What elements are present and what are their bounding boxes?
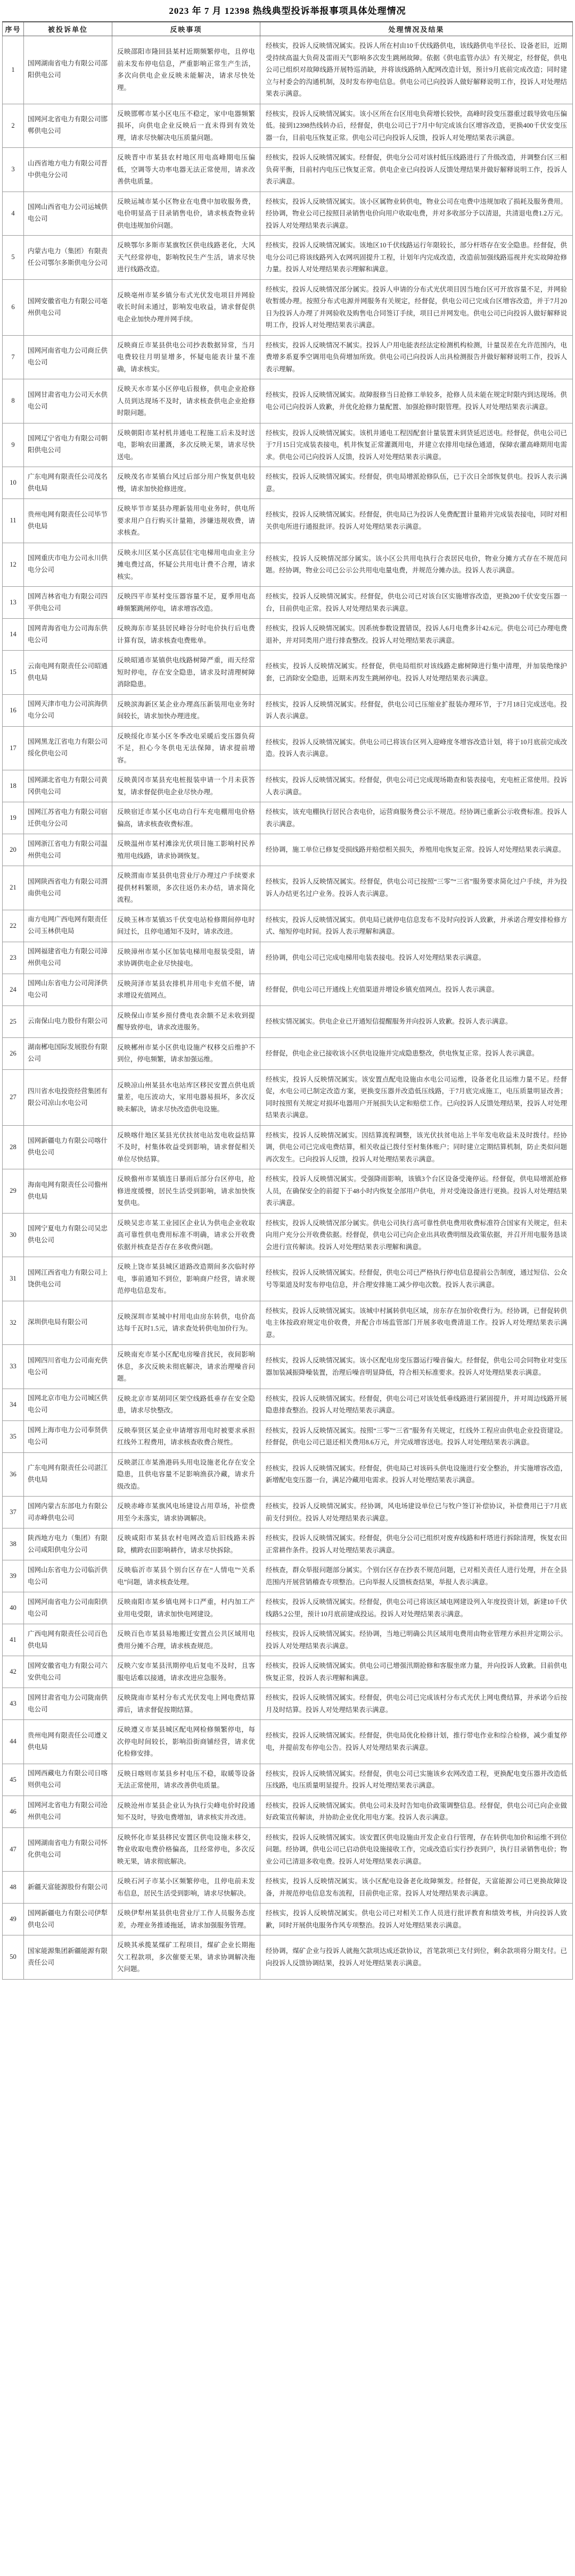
row-index: 20 bbox=[3, 834, 24, 866]
handling-result: 经核实，投诉人反映情况部分属实。供电公司执行高可靠性供电费用收费标准符合国家有关规定，但未向用户充分公开收费依据。经督促，供电公司已向企业出具收费明细及政策依据，并召开用电服务恳谈会进行宣传解读。投诉人对处理结果表示理解和满意。 bbox=[260, 1213, 573, 1257]
complaint-issue: 反映南阳市某乡镇电网卡口严重，村内加工产业用电受限，请求加快电网建设。 bbox=[112, 1592, 260, 1624]
table-row bbox=[3, 910, 573, 942]
complaint-issue: 反映郴州市某小区供电设施产权移交后维护不到位，停电频繁，请求加强运维。 bbox=[112, 1037, 260, 1069]
row-index: 27 bbox=[3, 1069, 24, 1125]
row-index: 22 bbox=[3, 910, 24, 942]
row-index: 34 bbox=[3, 1389, 24, 1420]
complained-unit: 山西省地方电力有限公司晋中供电分公司 bbox=[24, 148, 112, 192]
row-index: 38 bbox=[3, 1528, 24, 1560]
row-index: 23 bbox=[3, 942, 24, 974]
handling-result: 经核实情况属实。供电企业已开通短信提醒服务并向投诉人致歉。投诉人表示满意。 bbox=[260, 1006, 573, 1037]
table-row bbox=[3, 726, 573, 770]
row-index: 37 bbox=[3, 1497, 24, 1528]
row-index: 28 bbox=[3, 1125, 24, 1169]
complaint-issue: 反映菏泽市某县农排机井用电卡充值不便，请求增设充值网点。 bbox=[112, 974, 260, 1006]
complained-unit: 南方电网广西电网有限责任公司玉林供电局 bbox=[24, 910, 112, 942]
complained-unit: 国网安徽省电力有限公司亳州供电公司 bbox=[24, 279, 112, 335]
complained-unit: 国网宁夏电力有限公司吴忠供电公司 bbox=[24, 1213, 112, 1257]
table-row bbox=[3, 802, 573, 834]
complained-unit: 云南保山电力股份有限公司 bbox=[24, 1006, 112, 1037]
complaint-issue: 反映沧州市某县企业认为执行尖峰电价时段通知不及时，导致电费增加，请求核实并改进。 bbox=[112, 1796, 260, 1827]
row-index: 44 bbox=[3, 1720, 24, 1764]
table-row bbox=[3, 1257, 573, 1301]
handling-result: 经核实，投诉人反映情况属实。供电公司已将该台区列入迎峰度冬增容改造计划，将于10月底前完成改造。投诉人表示满意。 bbox=[260, 726, 573, 770]
complaint-issue: 反映邯郸市某小区电压不稳定，家中电器频繁损坏，向供电企业反映后一直未得到有效处理，请求尽快解决电压质量问题。 bbox=[112, 104, 260, 148]
row-index: 3 bbox=[3, 148, 24, 192]
complained-unit: 国网江苏省电力有限公司宿迁供电分公司 bbox=[24, 802, 112, 834]
handling-result: 经核实，投诉人反映情况属实。供电局已就停电信息发布不及时向投诉人致歉，并承诺合理安排检修方式、缩短停电时间。投诉人表示理解和满意。 bbox=[260, 910, 573, 942]
complained-unit: 新疆天富能源股份有限公司 bbox=[24, 1872, 112, 1904]
table-row bbox=[3, 335, 573, 379]
complaint-issue: 反映凉山州某县水电站库区移民安置点供电质量差，电压波动大，家用电器易损坏，多次反映未解决，请求尽快改造供电设施。 bbox=[112, 1069, 260, 1125]
table-row bbox=[3, 694, 573, 726]
row-index: 42 bbox=[3, 1656, 24, 1688]
row-index: 6 bbox=[3, 279, 24, 335]
complaint-issue: 反映海东市某县居民峰谷分时电价执行后电费计算有误，请求核查电费账单。 bbox=[112, 619, 260, 651]
complained-unit: 国网甘肃省电力公司天水供电公司 bbox=[24, 379, 112, 423]
row-index: 1 bbox=[3, 36, 24, 104]
table-row bbox=[3, 1213, 573, 1257]
table-row bbox=[3, 834, 573, 866]
row-index: 10 bbox=[3, 467, 24, 499]
handling-result: 经核实，投诉人反映情况属实。经督促，供电公司已完成该村分布式光伏上网电费结算，并承诺今后按月及时结算。投诉人对处理结果表示满意。 bbox=[260, 1688, 573, 1720]
complaint-issue: 反映滨海新区某企业办理高压新装用电业务时间较长，请求加快办理进度。 bbox=[112, 694, 260, 726]
handling-result: 经核实，投诉人反映情况属实。供电公司已增强汛期抢修和客服坐席力量，并向投诉人致歉。目前供电恢复正常，投诉人表示理解和满意。 bbox=[260, 1656, 573, 1688]
complained-unit: 国网湖北省电力有限公司黄冈供电公司 bbox=[24, 770, 112, 802]
complaint-issue: 反映临沂市某县个别台区存在“人情电”“关系电”问题，请求核查处理。 bbox=[112, 1560, 260, 1592]
row-index: 39 bbox=[3, 1560, 24, 1592]
handling-result: 经协调，施工单位已修复受损线路并赔偿相关损失，养殖用电恢复正常。投诉人对处理结果表示满意。 bbox=[260, 834, 573, 866]
table-row bbox=[3, 1935, 573, 1980]
handling-result: 经核实，投诉人反映情况属实。该小区所在台区用电负荷增长较快，高峰时段变压器重过载导致电压偏低。接到12398热线转办后，经督促，供电公司已于7月中旬完成该台区增容改造，更换400千伏安变压器一台，目前电压恢复正常。供电公司已向投诉人反馈，投诉人对处理结果表示满意。 bbox=[260, 104, 573, 148]
table-row bbox=[3, 651, 573, 695]
row-index: 33 bbox=[3, 1345, 24, 1389]
handling-result: 经核实，投诉人反映情况属实。按照“三零”“三省”服务有关规定，红线外工程应由供电企业投资建设。经督促，供电公司已退还相关费用8.6万元，并完成增容送电。投诉人对处理结果表示满意。 bbox=[260, 1420, 573, 1452]
handling-result: 经核实，投诉人反映情况属实。经督促，供电公司已严格执行停电信息提前公告制度，通过短信、公众号等渠道及时发布停电信息，并合理安排施工减少停电次数。投诉人表示满意。 bbox=[260, 1257, 573, 1301]
handling-result: 经核实，投诉人反映情况属实。受强降雨影响，该镇3个台区设备受淹停运。经督促，供电局增派抢修人员，在确保安全的前提下于48小时内恢复全部用户供电，并对受淹设备进行更换。投诉人对处理结果表示满意。 bbox=[260, 1169, 573, 1214]
table-row bbox=[3, 1125, 573, 1169]
complaint-issue: 反映日喀则市某县乡村电压不稳，取暖等设备无法正常使用，请求改善供电质量。 bbox=[112, 1764, 260, 1796]
table-row bbox=[3, 1720, 573, 1764]
complained-unit: 国网青海省电力公司海东供电公司 bbox=[24, 619, 112, 651]
complained-unit: 国网甘肃省电力公司陇南供电公司 bbox=[24, 1688, 112, 1720]
handling-result: 经核实，投诉人反映情况属实。供电公司未及时告知电价政策调整信息。经督促，供电公司已向企业做好政策宣传解读，并协助企业优化用电方案。投诉人表示满意。 bbox=[260, 1796, 573, 1827]
handling-result: 经核实，投诉人反映情况属实。经督促，供电公司已完成现场勘查和装表接电，充电桩正常使用。投诉人表示满意。 bbox=[260, 770, 573, 802]
complaint-issue: 反映商丘市某县供电公司抄表数据异常，当月电费较往月明显增多，怀疑电能表计量不准确，请求核实。 bbox=[112, 335, 260, 379]
complained-unit: 国网天津市电力公司滨海供电分公司 bbox=[24, 694, 112, 726]
complained-unit: 深圳供电局有限公司 bbox=[24, 1301, 112, 1345]
row-index: 50 bbox=[3, 1935, 24, 1980]
row-index: 16 bbox=[3, 694, 24, 726]
table-row bbox=[3, 1688, 573, 1720]
complained-unit: 海南电网有限责任公司儋州供电局 bbox=[24, 1169, 112, 1214]
row-index: 8 bbox=[3, 379, 24, 423]
complained-unit: 国网黑龙江省电力有限公司绥化供电公司 bbox=[24, 726, 112, 770]
table-row bbox=[3, 1301, 573, 1345]
table-row bbox=[3, 1764, 573, 1796]
complaint-issue: 反映温州市某村滩涂光伏项目施工影响村民养殖用电线路，请求协调恢复。 bbox=[112, 834, 260, 866]
complaints-table bbox=[2, 21, 573, 1980]
complaint-issue: 反映亳州市某乡镇分布式光伏发电项目并网验收长时间未通过，影响发电收益，请求督促供电企业加快办理并网手续。 bbox=[112, 279, 260, 335]
handling-result: 经核实，投诉人反映情况属实。经督促，供电局已为投诉人免费配置计量箱并完成装表接电，同时对相关供电所进行通报批评。投诉人对处理结果表示满意。 bbox=[260, 499, 573, 543]
complained-unit: 广东电网有限责任公司湛江供电局 bbox=[24, 1452, 112, 1497]
table-body bbox=[3, 36, 573, 1980]
handling-result: 经核实，投诉人反映情况属实。经督促，供电局优化检修计划，推行带电作业和综合检修，减少重复停电，并提前发布停电公告。投诉人对处理结果表示满意。 bbox=[260, 1720, 573, 1764]
complaint-issue: 反映陇南市某村分布式光伏发电上网电费结算滞后，请求督促按期结算。 bbox=[112, 1688, 260, 1720]
complaint-issue: 反映石河子市某小区频繁停电，且停电前未发布信息，居民生活受到影响，请求尽快解决。 bbox=[112, 1872, 260, 1904]
row-index: 13 bbox=[3, 587, 24, 619]
complained-unit: 国网河南省电力公司南阳供电公司 bbox=[24, 1592, 112, 1624]
col-header-result: 处理情况及结果 bbox=[260, 22, 573, 36]
table-row bbox=[3, 866, 573, 910]
complaint-issue: 反映邵阳市隆回县某村近期频繁停电，且停电前未发布停电信息，严重影响正常生产生活，多次向供电企业反映未能解决，请求尽快处理。 bbox=[112, 36, 260, 104]
handling-result: 经核实，投诉人反映情况属实。因结算流程调整，该光伏扶贫电站上半年发电收益未及时拨付。经协调，供电公司已完成电费结算，相关收益已拨付至村集体账户；同时建立定期结算机制，防止类似问题再次发生。已向投诉人反馈，投诉人对处理结果表示满意。 bbox=[260, 1125, 573, 1169]
complaint-issue: 反映伊犁州某县供电营业厅工作人员服务态度差，办理业务推诿拖延，请求加强服务管理。 bbox=[112, 1904, 260, 1935]
complained-unit: 云南电网有限责任公司昭通供电局 bbox=[24, 651, 112, 695]
table-row bbox=[3, 423, 573, 467]
handling-result: 经核实，投诉人反映情况属实。经督促，供电公司已将该区域电网建设列入年度投资计划，新建10千伏线路5.2公里，预计10月底前建成投运。投诉人对处理结果表示满意。 bbox=[260, 1592, 573, 1624]
table-row bbox=[3, 1420, 573, 1452]
complaint-issue: 反映绥化市某小区冬季改电采暖后变压器负荷不足，担心今冬供电无法保障，请求提前增容。 bbox=[112, 726, 260, 770]
table-row bbox=[3, 1528, 573, 1560]
handling-result: 经核实，投诉人反映情况属实。该城中村属转供电区域，房东存在加价收费行为。经协调，已督促转供电主体按政府规定电价收费，并配合市场监管部门开展多收电费清退工作。投诉人对处理结果表示满意。 bbox=[260, 1301, 573, 1345]
row-index: 5 bbox=[3, 236, 24, 280]
handling-result: 经核实，投诉人反映情况属实。经督促，供电分公司对该村低压线路进行了升级改造，并调整台区三相负荷平衡，目前村内电压已恢复正常。供电企业已向投诉人反馈处理结果并做好解释说明工作，投诉人表示满意。 bbox=[260, 148, 573, 192]
complaint-issue: 反映玉林市某镇35千伏变电站检修期间停电时间过长，且停电通知不及时，请求改进。 bbox=[112, 910, 260, 942]
row-index: 48 bbox=[3, 1872, 24, 1904]
complained-unit: 国网河南省电力公司商丘供电公司 bbox=[24, 335, 112, 379]
table-row bbox=[3, 942, 573, 974]
complained-unit: 国网陕西省电力有限公司渭南供电公司 bbox=[24, 866, 112, 910]
complaint-issue: 反映运城市某小区物业在电费中加收服务费，电价明显高于目录销售电价，请求核查物业转供电违规加价问题。 bbox=[112, 192, 260, 236]
complaint-issue: 反映保山市某乡预付费电表余额不足未收到提醒导致停电，请求改进服务。 bbox=[112, 1006, 260, 1037]
row-index: 46 bbox=[3, 1796, 24, 1827]
complaint-issue: 反映天水市某小区停电后报修，供电企业抢修人员到达现场不及时，请求核查供电企业抢修时限问题。 bbox=[112, 379, 260, 423]
complained-unit: 国网浙江省电力有限公司温州供电公司 bbox=[24, 834, 112, 866]
handling-result: 经核实，投诉人反映情况属实。经督促，供电局已对该码头供电设施进行安全整治，并实施增容改造，新增配电变压器一台，满足冷藏用电需求。投诉人对处理结果表示满意。 bbox=[260, 1452, 573, 1497]
table-row bbox=[3, 379, 573, 423]
row-index: 43 bbox=[3, 1688, 24, 1720]
table-row bbox=[3, 1592, 573, 1624]
complained-unit: 国网福建省电力有限公司漳州供电公司 bbox=[24, 942, 112, 974]
page-title: 2023 年 7 月 12398 热线典型投诉举报事项具体处理情况 bbox=[169, 6, 406, 16]
complaint-issue: 反映茂名市某镇台风过后部分用户恢复供电较慢，请求加快抢修进度。 bbox=[112, 467, 260, 499]
complained-unit: 国家能源集团新疆能源有限责任公司 bbox=[24, 1935, 112, 1980]
complained-unit: 国网四川省电力公司南充供电公司 bbox=[24, 1345, 112, 1389]
handling-result: 经核实，投诉人反映情况属实。该机井通电工程因配套计量装置未到货延迟送电。经督促，供电公司已于7月15日完成装表接电，机井恢复正常灌溉用电，并建立农排用电绿色通道，保障农灌高峰期用电需求。供电公司已向投诉人反馈，投诉人对处理结果表示满意。 bbox=[260, 423, 573, 467]
handling-result: 经核实，投诉人反映情况属实。经督促，供电公司已实施该乡农网改造工程，更换配电变压器并改造低压线路，电压质量明显提升。投诉人对处理结果表示满意。 bbox=[260, 1764, 573, 1796]
table-row bbox=[3, 1452, 573, 1497]
complaint-issue: 反映朝阳市某村机井通电工程施工后未及时送电，影响农田灌溉，多次反映无果，请求尽快送电。 bbox=[112, 423, 260, 467]
complained-unit: 国网辽宁省电力有限公司朝阳供电公司 bbox=[24, 423, 112, 467]
row-index: 15 bbox=[3, 651, 24, 695]
handling-result: 经核实，投诉人反映情况属实。供电公司已对相关工作人员进行批评教育和绩效考核，并向投诉人致歉，同时开展供电服务作风专项整治。投诉人对处理结果表示满意。 bbox=[260, 1904, 573, 1935]
complained-unit: 国网山西省电力公司运城供电公司 bbox=[24, 192, 112, 236]
complained-unit: 国网新疆电力有限公司伊犁供电公司 bbox=[24, 1904, 112, 1935]
col-header-unit: 被投诉单位 bbox=[24, 22, 112, 36]
complaint-issue: 反映喀什地区某县光伏扶贫电站发电收益结算不及时，村集体收益受到影响，请求督促相关单位尽快结算。 bbox=[112, 1125, 260, 1169]
complained-unit: 贵州电网有限责任公司毕节供电局 bbox=[24, 499, 112, 543]
complained-unit: 国网重庆市电力公司永川供电分公司 bbox=[24, 543, 112, 587]
complained-unit: 国网西藏电力有限公司日喀则供电公司 bbox=[24, 1764, 112, 1796]
table-row bbox=[3, 1006, 573, 1037]
handling-result: 经核实，投诉人反映情况不属实。投诉人户用电能表经法定检测机构检测，计量误差在允许范围内，电费增多系夏季空调用电负荷增加所致。供电公司已向投诉人出具检测报告并做好解释说明工作，投诉人表示理解。 bbox=[260, 335, 573, 379]
handling-result: 经核实，投诉人反映情况部分属实。该小区公共用电执行合表居民电价，物业分摊方式存在不规范问题。经协调，物业公司已公示公共用电电量电费，并规范分摊办法。投诉人表示满意。 bbox=[260, 543, 573, 587]
handling-result: 经协调，供电公司已完成电梯用电装表接电。投诉人对处理结果表示满意。 bbox=[260, 942, 573, 974]
table-row bbox=[3, 236, 573, 280]
complained-unit: 湖南郴电国际发展股份有限公司 bbox=[24, 1037, 112, 1069]
complaint-issue: 反映毕节市某县办理新装用电业务时，供电所要求用户自行购买计量箱，涉嫌违规收费，请求核查。 bbox=[112, 499, 260, 543]
complained-unit: 国网山东省电力公司临沂供电公司 bbox=[24, 1560, 112, 1592]
row-index: 11 bbox=[3, 499, 24, 543]
row-index: 41 bbox=[3, 1624, 24, 1656]
table-row bbox=[3, 543, 573, 587]
table-row bbox=[3, 104, 573, 148]
complaint-issue: 反映其承揽某煤矿工程项目，煤矿企业长期拖欠工程款项，多次催要无果，请求协调解决拖欠问题。 bbox=[112, 1935, 260, 1980]
complained-unit: 陕西地方电力（集团）有限公司咸阳供电分公司 bbox=[24, 1528, 112, 1560]
handling-result: 经督促，供电企业已接收该小区供电设施并完成隐患整改，供电恢复正常。投诉人表示满意。 bbox=[260, 1037, 573, 1069]
row-index: 17 bbox=[3, 726, 24, 770]
handling-result: 经督促，供电公司已开通线上充值渠道并增设乡镇充值网点。投诉人表示满意。 bbox=[260, 974, 573, 1006]
handling-result: 经核实，投诉人反映情况属实。经协调，当地已明确公共区域用电费用由物业管理方承担并定期公示。投诉人对处理结果表示满意。 bbox=[260, 1624, 573, 1656]
table-row bbox=[3, 499, 573, 543]
complained-unit: 国网北京市电力公司城区供电公司 bbox=[24, 1389, 112, 1420]
row-index: 19 bbox=[3, 802, 24, 834]
complaint-issue: 反映黄冈市某县充电桩报装申请一个月未获答复，请求督促供电企业尽快办理。 bbox=[112, 770, 260, 802]
handling-result: 经核实，投诉人反映情况属实。该安置点配电设施由水电公司运维，设备老化且运维力量不足。经督促，水电公司已制定改造方案，更换变压器并改造低压线路，于7月底完成施工，电压质量明显改善；同时按照有关规定对损坏电器用户开展损失认定和赔偿工作。已向投诉人反馈处理结果，投诉人对处理结果表示满意。 bbox=[260, 1069, 573, 1125]
row-index: 47 bbox=[3, 1827, 24, 1872]
complained-unit: 贵州电网有限责任公司遵义供电局 bbox=[24, 1720, 112, 1764]
row-index: 35 bbox=[3, 1420, 24, 1452]
row-index: 9 bbox=[3, 423, 24, 467]
complaint-issue: 反映深圳市某城中村用电由房东转供，电价高达每千瓦时1.5元，请求查处转供电加价行为。 bbox=[112, 1301, 260, 1345]
row-index: 29 bbox=[3, 1169, 24, 1214]
col-header-issue: 反映事项 bbox=[112, 22, 260, 36]
table-row bbox=[3, 1069, 573, 1125]
handling-result: 经核实，投诉人反映情况属实。经督促，供电分公司已组织对废弃线路和杆塔进行拆除清理，恢复农田正常耕作条件。投诉人对处理结果表示满意。 bbox=[260, 1528, 573, 1560]
table-row bbox=[3, 1389, 573, 1420]
row-index: 21 bbox=[3, 866, 24, 910]
handling-result: 经核实，投诉人反映情况属实。因系统参数设置错误，投诉人6月电费多计42.6元。供电公司已办理电费退补，并对同类用户进行排查整改。投诉人对处理结果表示满意。 bbox=[260, 619, 573, 651]
row-index: 4 bbox=[3, 192, 24, 236]
table-row bbox=[3, 619, 573, 651]
complaint-issue: 反映怀化市某县移民安置区供电设施未移交，物业收取电费价格偏高，且经常停电，多次反映无果，请求彻底解决。 bbox=[112, 1827, 260, 1872]
row-index: 2 bbox=[3, 104, 24, 148]
complained-unit: 国网吉林省电力有限公司四平供电公司 bbox=[24, 587, 112, 619]
row-index: 18 bbox=[3, 770, 24, 802]
table-row bbox=[3, 1827, 573, 1872]
handling-result: 经核实，投诉人反映情况部分属实。投诉人申请的分布式光伏项目因当地台区可开放容量不足，并网验收暂缓办理。按照分布式电源并网服务有关规定，经督促，供电公司已完成台区增容改造，并于7月20日为投诉人办理了并网验收及购售电合同签订手续，项目已并网发电。供电公司已向投诉人做好解释说明工作，投诉人对处理结果表示满意。 bbox=[260, 279, 573, 335]
handling-result: 经核实，投诉人反映情况属实。经督促，供电公司已压缩业扩报装办理环节，于7月18日完成送电。投诉人表示满意。 bbox=[260, 694, 573, 726]
col-header-index: 序号 bbox=[3, 22, 24, 36]
table-row bbox=[3, 1656, 573, 1688]
complained-unit: 广西电网有限责任公司百色供电局 bbox=[24, 1624, 112, 1656]
complained-unit: 国网内蒙古东部电力有限公司赤峰供电公司 bbox=[24, 1497, 112, 1528]
table-row bbox=[3, 1796, 573, 1827]
complaint-issue: 反映四平市某村变压器容量不足，夏季用电高峰频繁跳闸停电，请求增容改造。 bbox=[112, 587, 260, 619]
row-index: 12 bbox=[3, 543, 24, 587]
complained-unit: 国网新疆电力有限公司喀什供电公司 bbox=[24, 1125, 112, 1169]
table-row bbox=[3, 279, 573, 335]
complaint-issue: 反映吴忠市某工业园区企业认为供电企业收取高可靠性供电费用标准不明确，请求公开收费依据并核查是否存在多收费问题。 bbox=[112, 1213, 260, 1257]
handling-result: 经核实，投诉人反映情况属实。经协调，风电场建设单位已与牧户签订补偿协议，补偿费用已于7月底前支付到位。投诉人对处理结果表示满意。 bbox=[260, 1497, 573, 1528]
row-index: 25 bbox=[3, 1006, 24, 1037]
complaint-issue: 反映百色市某县易地搬迁安置点公共区域用电费用分摊不合理，请求核查规范。 bbox=[112, 1624, 260, 1656]
handling-result: 经核实，投诉人反映情况属实。经督促，供电局组织对该线路走廊树障进行集中清理，并加装绝缘护套，已消除安全隐患，近期未再发生跳闸停电。投诉人对处理结果表示满意。 bbox=[260, 651, 573, 695]
table-row bbox=[3, 192, 573, 236]
complaint-issue: 反映宿迁市某小区电动自行车充电棚用电价格偏高，请求核查收费标准。 bbox=[112, 802, 260, 834]
complained-unit: 四川省水电投资经营集团有限公司凉山水电公司 bbox=[24, 1069, 112, 1125]
handling-result: 经核实，投诉人反映情况属实。该安置区供电设施由开发企业自行管理，存在转供电加价和运维不到位问题。经协调，供电公司已启动供电设施接收工作，完成改造后实行抄表到户，执行目录销售电价；物业公司已清退多收电费。投诉人对处理结果表示满意。 bbox=[260, 1827, 573, 1872]
table-row bbox=[3, 1497, 573, 1528]
handling-result: 经核实，投诉人反映情况属实。故障报修当日抢修工单较多，抢修人员未能在规定时限内到达现场。供电公司已向投诉人致歉，并优化抢修力量配置、加强抢修时限管理。投诉人对处理结果表示满意。 bbox=[260, 379, 573, 423]
table-row bbox=[3, 467, 573, 499]
complained-unit: 国网河北省电力有限公司邯郸供电公司 bbox=[24, 104, 112, 148]
table-row bbox=[3, 1904, 573, 1935]
complained-unit: 内蒙古电力（集团）有限责任公司鄂尔多斯供电分公司 bbox=[24, 236, 112, 280]
complaint-issue: 反映儋州市某镇连日暴雨后部分台区停电，抢修进度缓慢，居民生活受到影响，请求加快恢复供电。 bbox=[112, 1169, 260, 1214]
row-index: 31 bbox=[3, 1257, 24, 1301]
complaint-issue: 反映北京市某胡同区架空线路低垂存在安全隐患，请求尽快整改。 bbox=[112, 1389, 260, 1420]
table-header-row bbox=[3, 22, 573, 36]
row-index: 40 bbox=[3, 1592, 24, 1624]
complaint-issue: 反映奉贤区某企业申请增容用电时被要求承担红线外工程费用，请求核查收费合规性。 bbox=[112, 1420, 260, 1452]
handling-result: 经核实，投诉人反映情况属实。该小区属物业转供电，物业公司在电费中违规加收了损耗及服务费用。经协调，物业公司已按照目录销售电价向用户收取电费，并对多收部分予以清退，共清退电费1.2万元。投诉人对处理结果表示满意。 bbox=[260, 192, 573, 236]
complaint-issue: 反映渭南市某县供电营业厅办理过户手续要求提供材料繁琐，多次往返仍未办结，请求简化流程。 bbox=[112, 866, 260, 910]
complaint-issue: 反映湛江市某渔港码头用电设施老化存在安全隐患，且供电容量不足影响渔获冷藏，请求升级改造。 bbox=[112, 1452, 260, 1497]
table-row bbox=[3, 1345, 573, 1389]
row-index: 26 bbox=[3, 1037, 24, 1069]
complaint-issue: 反映鄂尔多斯市某旗牧区供电线路老化，大风天气经常停电，影响牧民生产生活，请求尽快进行线路改造。 bbox=[112, 236, 260, 280]
table-row bbox=[3, 770, 573, 802]
handling-result: 经核实，投诉人反映情况属实。经督促，供电公司已按照“三零”“三省”服务要求简化过户手续，并为投诉人办结更名过户业务。投诉人表示满意。 bbox=[260, 866, 573, 910]
table-row bbox=[3, 974, 573, 1006]
handling-result: 经核实，投诉人反映情况属实。经督促，供电公司已对该处低垂线路进行紧固提升，并对周边线路开展隐患排查整治。投诉人对处理结果表示满意。 bbox=[260, 1389, 573, 1420]
row-index: 32 bbox=[3, 1301, 24, 1345]
table-row bbox=[3, 1872, 573, 1904]
complained-unit: 国网湖南省电力有限公司邵阳供电公司 bbox=[24, 36, 112, 104]
handling-result: 经核实，投诉人反映情况属实。投诉人所在村由10千伏线路供电，该线路供电半径长、设备老旧，近期受持续高温大负荷及雷雨天气影响多次发生跳闸故障。依据《供电监管办法》有关规定，经督促，供电公司已组织对故障线路开展特巡消缺，并将该线路纳入配网改造计划，预计9月底前完成改造；同时建立与村委会的沟通机制，及时发布停电信息。供电公司已向投诉人做好解释说明工作，投诉人对处理结果表示满意。 bbox=[260, 36, 573, 104]
complaint-issue: 反映遵义市某县城区配电网检修频繁停电，每次停电时间较长，影响沿街商铺经营，请求优化检修安排。 bbox=[112, 1720, 260, 1764]
handling-result: 经核实，投诉人反映情况属实。该小区配电设备老化故障频发。经督促，天富能源公司已更换故障设备，并规范停电信息发布流程，目前供电正常。投诉人对处理结果表示满意。 bbox=[260, 1872, 573, 1904]
row-index: 49 bbox=[3, 1904, 24, 1935]
row-index: 45 bbox=[3, 1764, 24, 1796]
complained-unit: 国网安徽省电力有限公司六安供电公司 bbox=[24, 1656, 112, 1688]
table-row bbox=[3, 1560, 573, 1592]
row-index: 36 bbox=[3, 1452, 24, 1497]
row-index: 14 bbox=[3, 619, 24, 651]
table-row bbox=[3, 1037, 573, 1069]
handling-result: 经核实，投诉人反映情况属实。经督促，供电局增派抢修队伍，已于次日全部恢复供电。投诉人表示满意。 bbox=[260, 467, 573, 499]
complained-unit: 国网江西省电力有限公司上饶供电公司 bbox=[24, 1257, 112, 1301]
row-index: 7 bbox=[3, 335, 24, 379]
row-index: 24 bbox=[3, 974, 24, 1006]
complaint-issue: 反映晋中市某县农村地区用电高峰期电压偏低，空调等大功率电器无法正常使用，请求改善供电质量。 bbox=[112, 148, 260, 192]
complaint-issue: 反映上饶市某县城区道路改造期间多次临时停电，事前通知不到位，影响商户经营，请求规范停电信息发布。 bbox=[112, 1257, 260, 1301]
table-row bbox=[3, 587, 573, 619]
complaint-issue: 反映南充市某小区配电房噪音扰民，夜间影响休息，多次反映未彻底解决，请求治理噪音问题。 bbox=[112, 1345, 260, 1389]
table-row bbox=[3, 148, 573, 192]
complaint-issue: 反映赤峰市某旗风电场建设占用草场，补偿费用至今未落实，请求协调解决。 bbox=[112, 1497, 260, 1528]
handling-result: 经核实，投诉人反映情况属实。该小区配电房变压器运行噪音偏大。经督促，供电公司会同物业对变压器加装减振降噪装置，治理后噪音明显降低，符合相关标准要求。投诉人对处理结果表示满意。 bbox=[260, 1345, 573, 1389]
handling-result: 经核实，投诉人反映情况属实。经督促，供电公司已对该台区实施增容改造，更换200千伏安变压器一台，目前供电正常。投诉人对处理结果表示满意。 bbox=[260, 587, 573, 619]
handling-result: 经核实，该充电棚执行居民合表电价，运营商服务费公示不规范。经协调已重新公示收费标准。投诉人表示满意。 bbox=[260, 802, 573, 834]
complaint-issue: 反映漳州市某小区加装电梯用电报装受阻，请求协调供电企业尽快接电。 bbox=[112, 942, 260, 974]
handling-result: 经核实，投诉人反映情况属实。该地区10千伏线路运行年限较长，部分杆塔存在安全隐患。经督促，供电分公司已将该线路列入农网巩固提升工程，计划年内完成改造，改造前加强线路巡视并充实故障抢修力量。投诉人对处理结果表示理解和满意。 bbox=[260, 236, 573, 280]
complaint-issue: 反映昭通市某镇供电线路树障严重，雨天经常短时停电，存在安全隐患，请求及时清理树障消除隐患。 bbox=[112, 651, 260, 695]
complaint-issue: 反映咸阳市某县农村电网改造后旧线路未拆除，横跨农田影响耕作，请求尽快拆除。 bbox=[112, 1528, 260, 1560]
complained-unit: 国网山东省电力公司菏泽供电公司 bbox=[24, 974, 112, 1006]
row-index: 30 bbox=[3, 1213, 24, 1257]
table-row bbox=[3, 36, 573, 104]
complained-unit: 国网上海市电力公司奉贤供电公司 bbox=[24, 1420, 112, 1452]
handling-result: 经协调，煤矿企业与投诉人就拖欠款项达成还款协议，首笔款项已支付到位，剩余款项将分期支付。已向投诉人反馈协调结果，投诉人对处理结果表示满意。 bbox=[260, 1935, 573, 1980]
complaint-issue: 反映永川区某小区高层住宅电梯用电由业主分摊电费过高，怀疑公共用电计费不合理，请求核实。 bbox=[112, 543, 260, 587]
complained-unit: 国网河北省电力有限公司沧州供电公司 bbox=[24, 1796, 112, 1827]
table-row bbox=[3, 1169, 573, 1214]
complained-unit: 国网湖南省电力有限公司怀化供电公司 bbox=[24, 1827, 112, 1872]
complaint-issue: 反映六安市某县汛期停电后复电不及时，且客服电话难以接通，请求改进应急服务。 bbox=[112, 1656, 260, 1688]
complained-unit: 广东电网有限责任公司茂名供电局 bbox=[24, 467, 112, 499]
table-row bbox=[3, 1624, 573, 1656]
handling-result: 经核查，群众举报问题部分属实。个别台区存在抄表不规范问题，已对相关责任人进行处理，并在全县范围内开展营销稽查专项整治。已向举报人反馈核查结果，举报人表示满意。 bbox=[260, 1560, 573, 1592]
